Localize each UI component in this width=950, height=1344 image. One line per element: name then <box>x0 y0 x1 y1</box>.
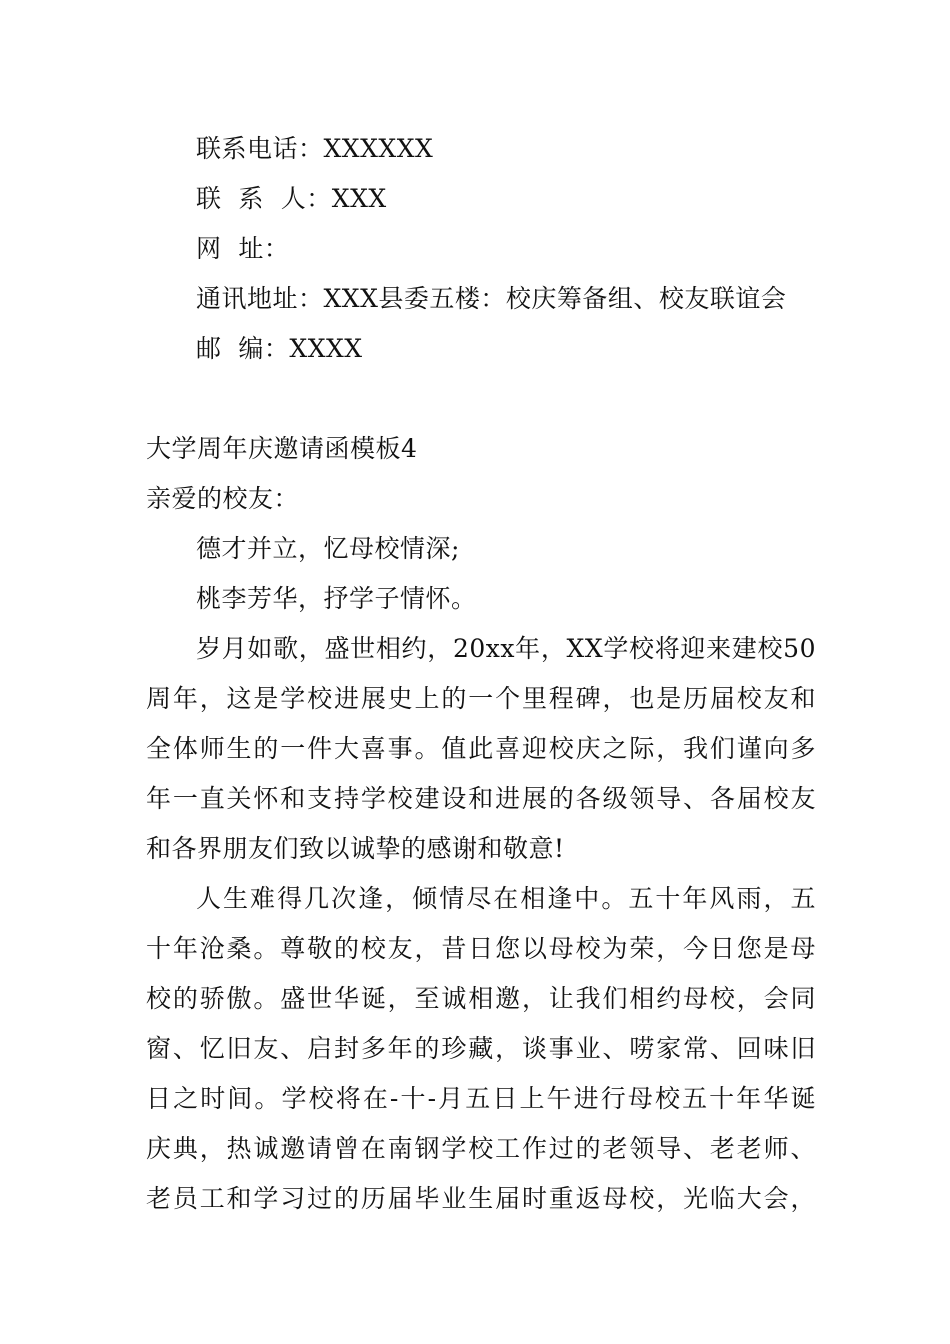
couplet-line: 德才并立，忆母校情深; <box>196 534 460 563</box>
paragraph-line: 人生难得几次逢，倾情尽在相逢中。五十年风雨，五 <box>196 884 816 913</box>
contact-person: 联 系 人：XXX <box>196 184 387 213</box>
paragraph-line: 和各界朋友们致以诚挚的感谢和敬意! <box>146 834 565 863</box>
section-title: 大学周年庆邀请函模板4 <box>146 434 418 463</box>
salutation: 亲爱的校友： <box>146 484 300 513</box>
paragraph-line: 全体师生的一件大喜事。值此喜迎校庆之际，我们谨向多 <box>146 734 816 763</box>
paragraph-line: 老员工和学习过的历届毕业生届时重返母校，光临大会， <box>146 1184 816 1213</box>
paragraph-line: 周年，这是学校进展史上的一个里程碑，也是历届校友和 <box>146 684 816 713</box>
contact-website: 网 址： <box>196 234 290 263</box>
paragraph-line: 年一直关怀和支持学校建设和进展的各级领导、各届校友 <box>146 784 816 813</box>
paragraph-line: 日之时间。学校将在-十-月五日上午进行母校五十年华诞 <box>146 1084 816 1113</box>
couplet-line: 桃李芳华，抒学子情怀。 <box>196 584 477 613</box>
paragraph-line: 校的骄傲。盛世华诞，至诚相邀，让我们相约母校，会同 <box>146 984 816 1013</box>
contact-postcode: 邮 编：XXXX <box>196 334 363 363</box>
paragraph-line: 窗、忆旧友、启封多年的珍藏，谈事业、唠家常、回味旧 <box>146 1034 816 1063</box>
paragraph-line: 庆典，热诚邀请曾在南钢学校工作过的老领导、老老师、 <box>146 1134 816 1163</box>
paragraph-line: 十年沧桑。尊敬的校友，昔日您以母校为荣，今日您是母 <box>146 934 816 963</box>
paragraph-line: 岁月如歌，盛世相约，20xx年，XX学校将迎来建校50 <box>196 634 816 663</box>
contact-phone: 联系电话：XXXXXX <box>196 134 434 163</box>
contact-address: 通讯地址：XXX县委五楼：校庆筹备组、校友联谊会 <box>196 284 787 313</box>
